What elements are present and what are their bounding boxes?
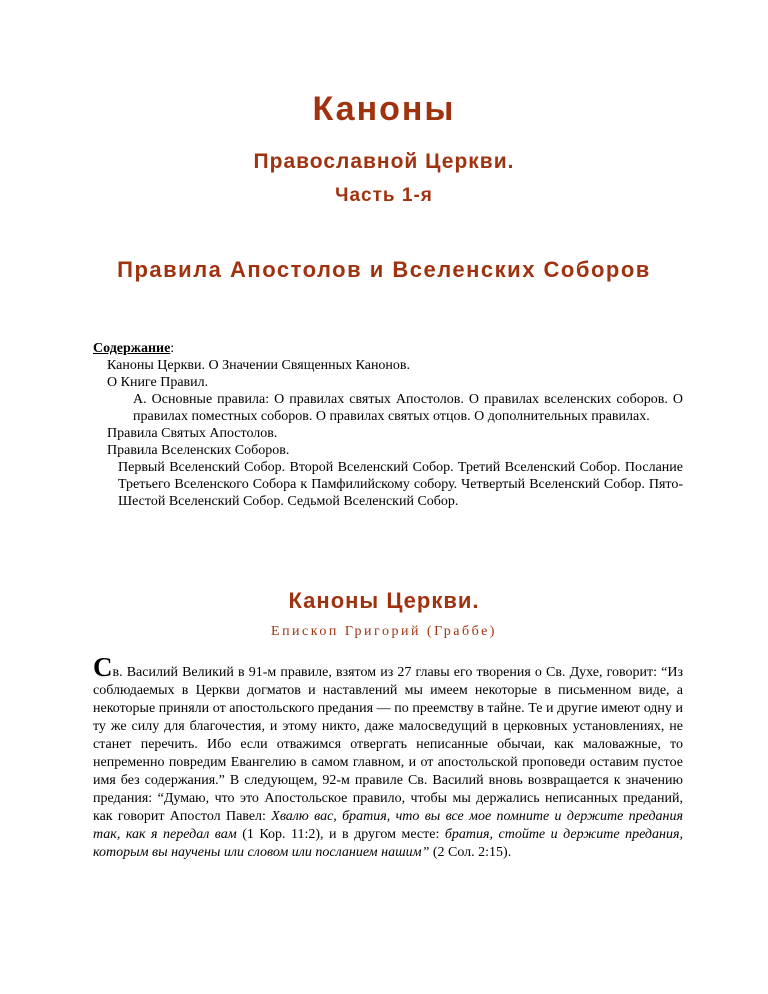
toc-item[interactable]: Правила Вселенских Соборов. <box>107 443 290 458</box>
toc-item[interactable]: Правила Святых Апостолов. <box>107 426 278 441</box>
section-author: Епископ Григорий (Граббе) <box>271 624 497 639</box>
toc-heading-colon: : <box>170 341 175 356</box>
doc-part: Часть 1-я <box>335 185 433 206</box>
toc-item[interactable]: Каноны Церкви. О Значении Священных Канонов. <box>107 358 411 373</box>
quote-2: братия, стойте и держите предания, которым вы научены или словом или посланием нашим” <box>93 827 683 860</box>
toc-heading: Содержание <box>93 341 171 356</box>
quote-1: Хвалю вас, братия, что вы все мое помните и держите предания так, как я передал вам <box>93 809 684 842</box>
doc-subtitle: Православной Церкви. <box>253 150 515 173</box>
toc-item[interactable]: А. Основные правила: О правилах святых Апостолов. О правилах вселенских соборов. О правилах поместных соборов. О правилах святых отцов. О дополнительных правилах. <box>133 392 683 424</box>
toc-item[interactable]: Первый Вселенский Собор. Второй Вселенский Собор. Третий Вселенский Собор. Послание Третьего Вселенского Собора к Памфилийскому собору. Четвертый Вселенский Собор. Пято-Шестой Вселенский Собор. Седьмой Вселенский Собор. <box>118 460 683 509</box>
body-text-2: (1 Кор. 11:2), и в другом месте: <box>236 827 445 842</box>
section-title: Каноны Церкви. <box>288 588 480 613</box>
toc-item[interactable]: О Книге Правил. <box>107 375 209 390</box>
body-paragraph <box>93 652 684 862</box>
table-of-contents <box>93 340 683 510</box>
doc-title: Каноны <box>312 90 456 128</box>
body-text-1: в. Василий Великий в 91-м правиле, взятом из 27 главы его творения о Св. Духе, говорит: “Из соблюдаемых в Церкви догматов и наставлений мы имеем некоторые в письменном виде, а некоторые приняли от апостольского предания — по преемству в тайне. Те и другие имеют одну и ту же силу для благочестия, и этому никто, даже малосведущий в церковных установлениях, не станет перечить. Ибо если отважимся отвергать неписанные обычаи, как маловажные, то непременно повредим Евангелию в самом главном, и от апостольской проповеди оставим пустое имя без содержания.” В следующем, 92-м правиле Св. Василий вновь возвращается к значению предания: “Думаю, что это Апостольское правило, чтобы мы держались неписанных преданий, как говорит Апостол Павел: <box>93 665 683 824</box>
toc-heading-line <box>93 340 683 357</box>
doc-section-heading: Правила Апостолов и Вселенских Соборов <box>117 257 651 282</box>
drop-cap: С <box>93 652 113 682</box>
body-text-3: (2 Сол. 2:15). <box>429 845 512 860</box>
